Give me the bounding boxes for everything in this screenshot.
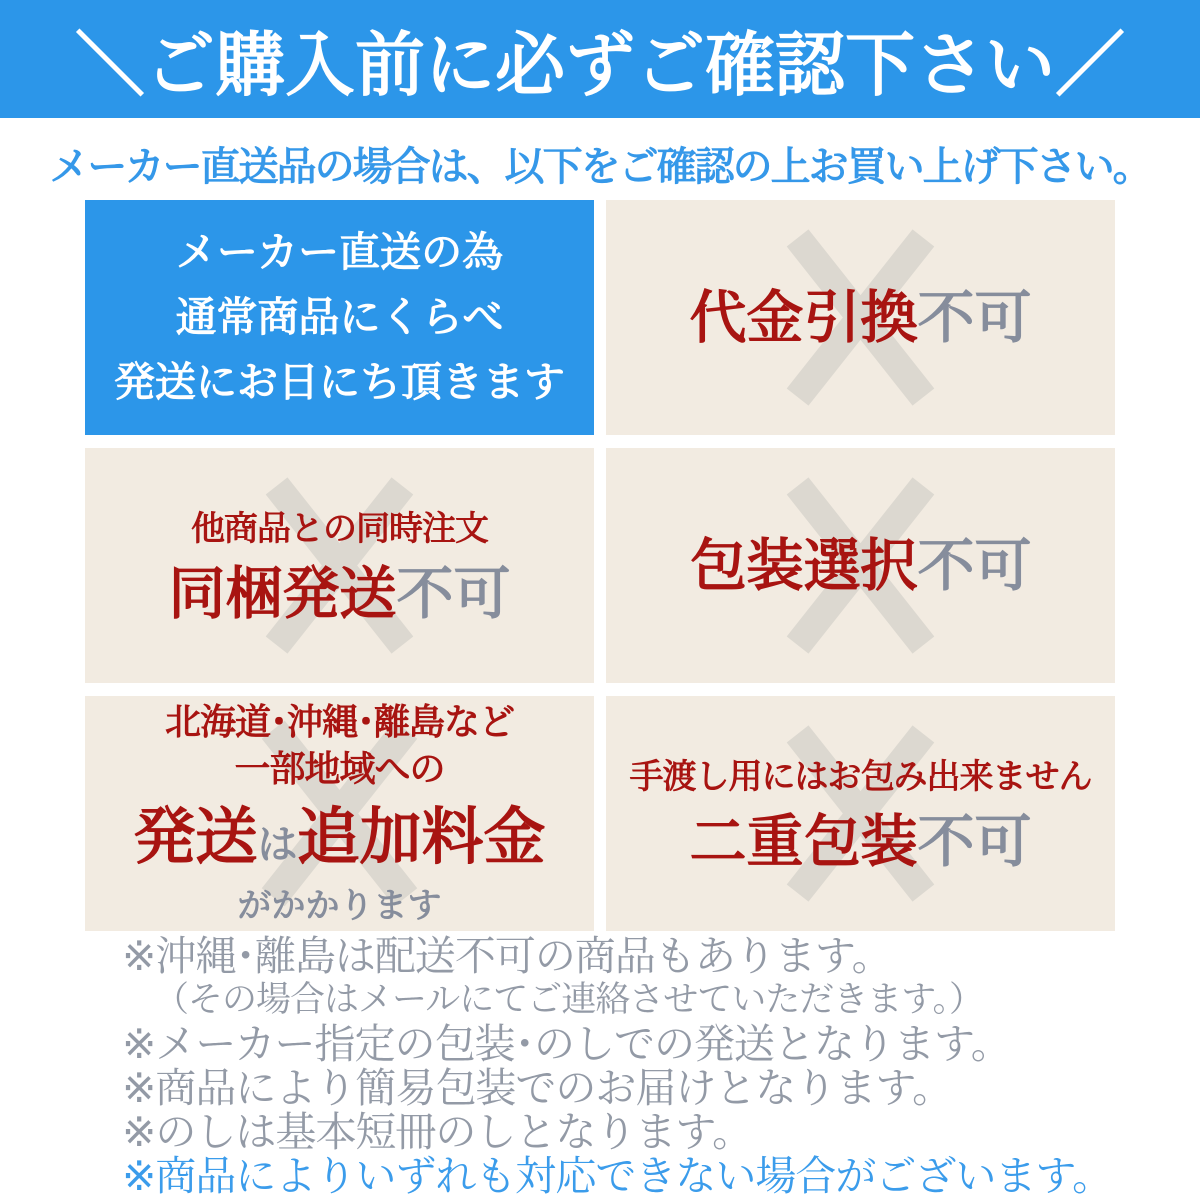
- note-not-supported: ※商品によりいずれも対応できない場合がございます。: [122, 1153, 1113, 1199]
- notice-box-direct-shipping: [85, 200, 594, 435]
- restricted-action-label: 包装選択: [689, 533, 918, 598]
- note-simple-packaging: ※商品により簡易包装でのお届けとなります。: [122, 1065, 953, 1111]
- direct-shipping-line-2: 通常商品にくらべ: [175, 294, 504, 340]
- notice-box-remote-area-surcharge: [85, 696, 594, 931]
- note-okinawa-remote: ※沖縄･離島は配送不可の商品もあります。: [122, 933, 892, 979]
- not-allowed-label: 不可: [396, 562, 511, 626]
- bundled-shipping-subtext: 他商品との同時注文: [191, 510, 488, 548]
- bundled-shipping-text: [169, 558, 511, 630]
- footer-notes: [0, 934, 1200, 1198]
- notice-box-cash-on-delivery: [606, 200, 1115, 435]
- double-wrapping-text: [690, 806, 1032, 878]
- remote-area-tail-text: がかかります: [237, 887, 442, 925]
- note-noshi-type: ※のしは基本短冊のしとなります。: [122, 1109, 753, 1155]
- notice-box-wrapping-choice: [606, 448, 1115, 683]
- notice-box-double-wrapping: [606, 696, 1115, 931]
- restricted-action-label: 同梱発送: [168, 562, 397, 626]
- remote-area-main-text: [133, 800, 545, 883]
- restricted-action-label: 二重包装: [689, 810, 918, 874]
- not-allowed-label: 不可: [917, 285, 1032, 350]
- not-allowed-label: 不可: [917, 533, 1032, 598]
- wrapping-choice-text: [690, 530, 1032, 602]
- cash-on-delivery-text: [690, 282, 1032, 354]
- double-wrapping-subtext: 手渡し用にはお包み出来ません: [629, 758, 1092, 796]
- surcharge-label: 追加料金: [297, 803, 546, 872]
- notice-box-bundled-shipping: [85, 448, 594, 683]
- note-email-contact: （その場合はメールにてご連絡させていただきます。）: [154, 980, 984, 1019]
- direct-shipping-line-1: メーカー直送の為: [175, 229, 504, 275]
- subtitle: メーカー直送品の場合は、以下をご確認の上お買い上げ下さい。: [49, 145, 1151, 189]
- page-title: ＼ご購入前に必ずご確認下さい／: [75, 25, 1125, 104]
- restricted-action-label: 代金引換: [689, 285, 918, 350]
- notice-grid: [85, 200, 1115, 931]
- particle-label: は: [257, 823, 298, 867]
- header-banner: [0, 0, 1200, 118]
- direct-shipping-line-3: 発送にお日にち頂きます: [114, 359, 565, 405]
- shipping-label: 発送: [133, 803, 258, 872]
- remote-area-subtext-1: 北海道･沖縄･離島など: [164, 701, 514, 742]
- remote-area-subtext-2: 一部地域への: [234, 748, 445, 789]
- not-allowed-label: 不可: [917, 810, 1032, 874]
- note-maker-wrapping: ※メーカー指定の包装･のしでの発送となります。: [122, 1021, 1011, 1067]
